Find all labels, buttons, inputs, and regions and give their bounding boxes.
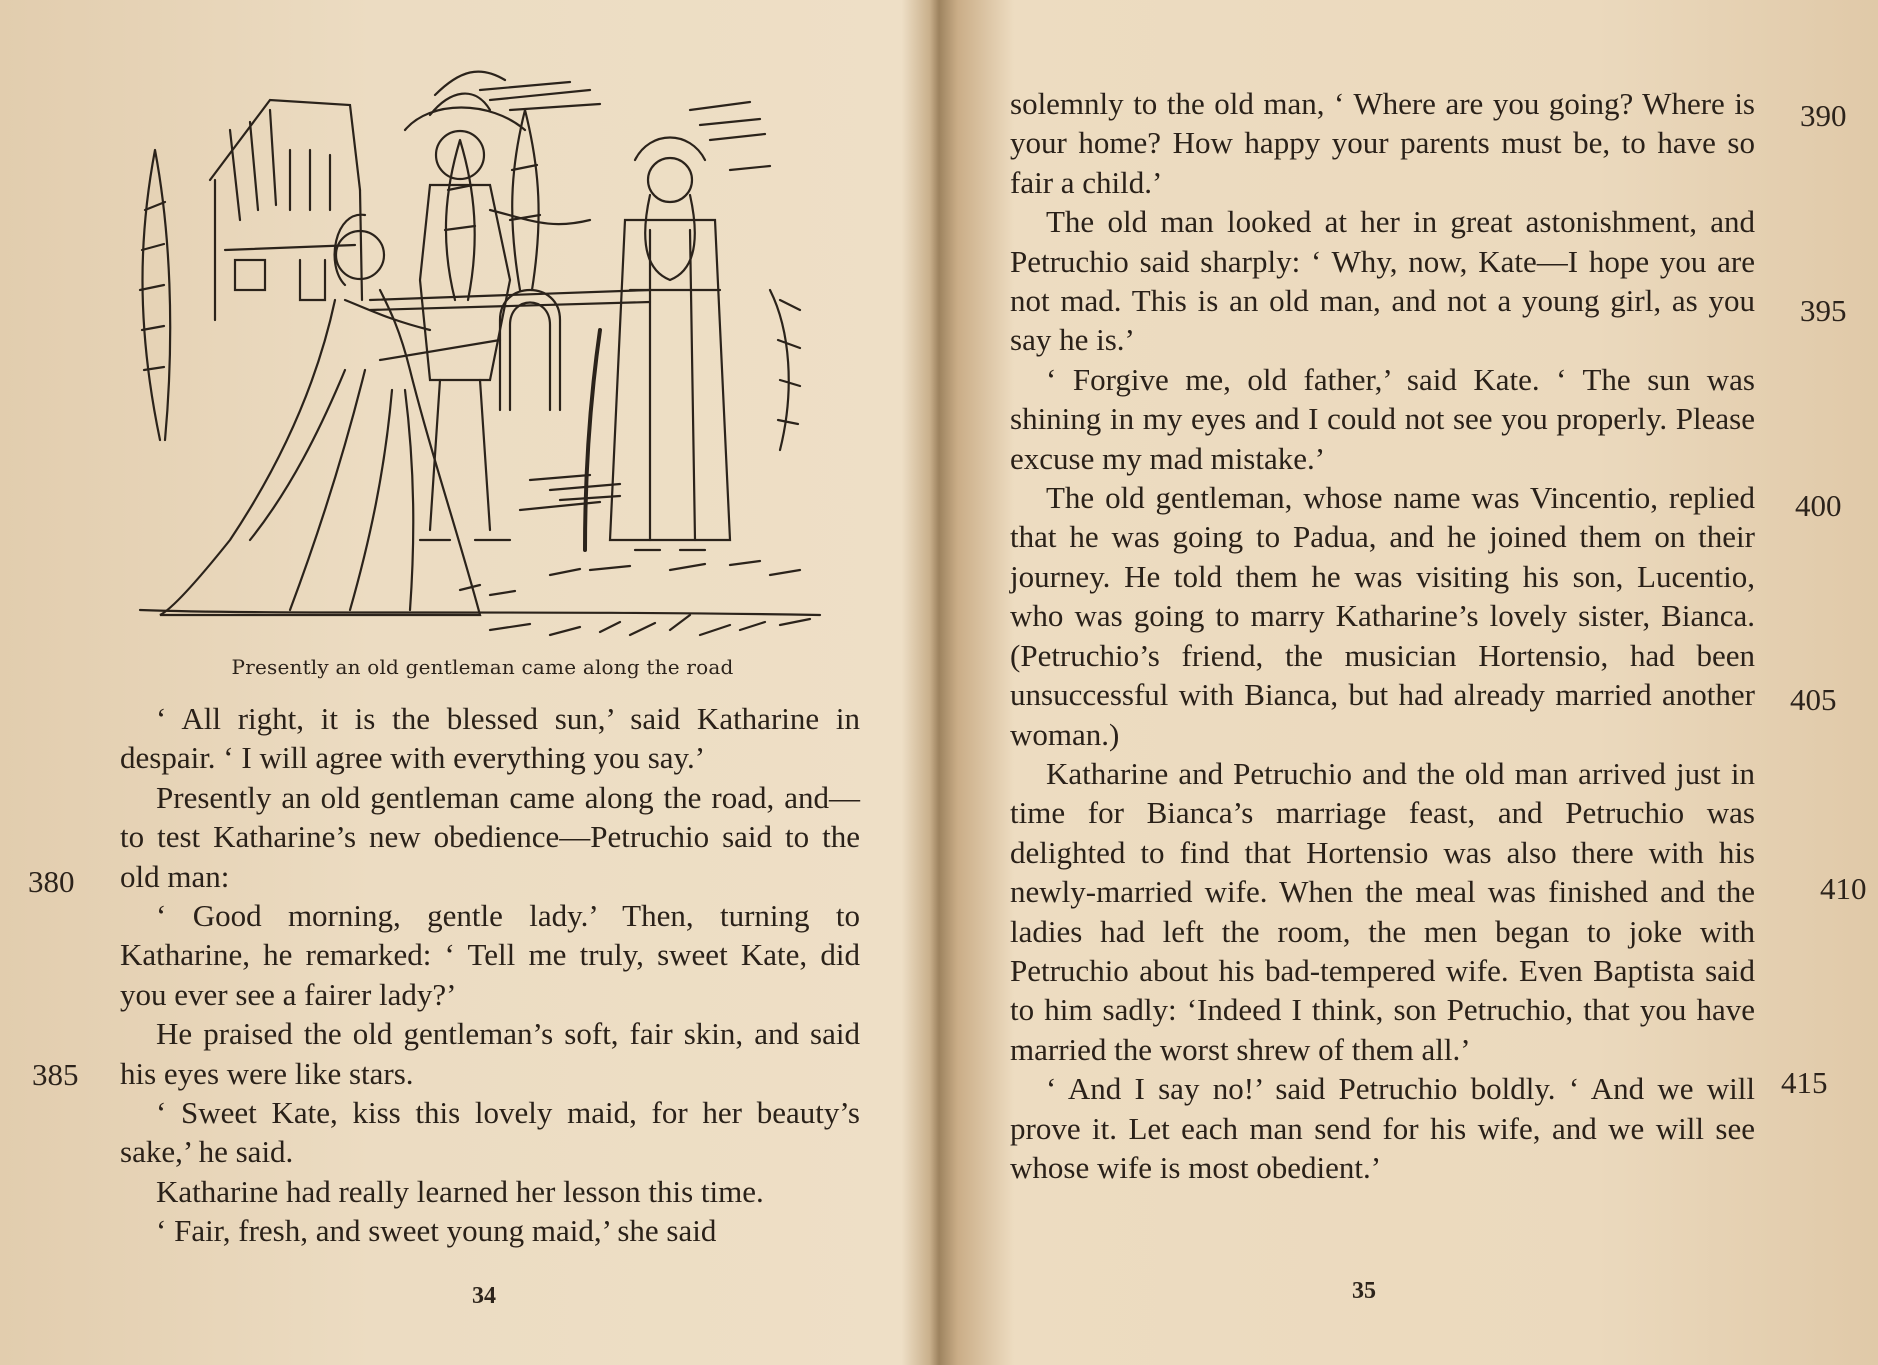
line-number: 390 xyxy=(1800,98,1847,133)
paragraph: ‘ Sweet Kate, kiss this lovely maid, for her beauty’s sake,’ he said. xyxy=(120,1095,860,1170)
paragraph: ‘ Fair, fresh, and sweet young maid,’ she said xyxy=(156,1213,717,1249)
paragraph: Katharine and Petruchio and the old man arrived just in time for Bianca’s marriage feast, and Petruchio was delighted to find that Hortensio was also there with his newly-married wife. When the meal was finished and the ladies had left the room, the men began to joke with Petruchio about his bad-tempered wife. Even Baptista said to him sadly: ‘Indeed I think, son Petruchio, that you have married the worst shrew of them all.’ xyxy=(1010,755,1755,1067)
page-number: 35 xyxy=(1352,1278,1376,1304)
right-page xyxy=(948,0,1878,1365)
line-number: 385 xyxy=(32,1057,79,1092)
line-number: 405 xyxy=(1790,682,1837,717)
engraving-illustration xyxy=(130,70,835,645)
line-number: 400 xyxy=(1795,488,1842,523)
left-page-text xyxy=(120,699,860,1251)
right-page-text xyxy=(1010,84,1755,1187)
paragraph: ‘ Good morning, gentle lady.’ Then, turning to Katharine, he remarked: ‘ Tell me truly, sweet Kate, did you ever see a fairer lady?’ xyxy=(120,898,860,1012)
paragraph: Presently an old gentleman came along the road, and—to test Katharine’s new obedience—Petruchio said to the old man: xyxy=(120,779,860,894)
paragraph: ‘ And I say no!’ said Petruchio boldly. ‘ And we will prove it. Let each man send for his wife, and we will see whose wife is most obedient.’ xyxy=(1010,1071,1755,1185)
line-number: 395 xyxy=(1800,293,1847,328)
paragraph: Katharine had really learned her lesson this time. xyxy=(156,1173,764,1209)
paragraph: The old man looked at her in great astonishment, and Petruchio said sharply: ‘ Why, now, Kate—I hope you are not mad. This is an old man, and not a young girl, as you say he is.’ xyxy=(1010,204,1755,358)
illustration-travellers-meeting-old-man xyxy=(130,70,835,645)
paragraph: solemnly to the old man, ‘ Where are you going? Where is your home? How happy your parents must be, to have so fair a child.’ xyxy=(1010,86,1755,200)
paragraph: ‘ All right, it is the blessed sun,’ said Katharine in despair. ‘ I will agree with everything you say.’ xyxy=(120,701,860,776)
left-page xyxy=(0,0,930,1365)
illustration-caption: Presently an old gentleman came along the road xyxy=(231,655,734,679)
line-number: 415 xyxy=(1781,1065,1828,1100)
paragraph: The old gentleman, whose name was Vincentio, replied that he was going to Padua, and he joined them on their journey. He told them he was visiting his son, Lucentio, who was going to marry Katharine’s lovely sister, Bianca. (Petruchio’s friend, the musician Hortensio, had been unsuccessful with Bianca, but had already married another woman.) xyxy=(1010,480,1755,752)
paragraph: He praised the old gentleman’s soft, fair skin, and said his eyes were like stars. xyxy=(120,1016,860,1091)
line-number: 410 xyxy=(1820,871,1867,906)
page-number: 34 xyxy=(472,1283,496,1309)
line-number: 380 xyxy=(28,864,75,899)
paragraph: ‘ Forgive me, old father,’ said Kate. ‘ The sun was shining in my eyes and I could not see you properly. Please excuse my mad mistake.’ xyxy=(1010,361,1755,476)
